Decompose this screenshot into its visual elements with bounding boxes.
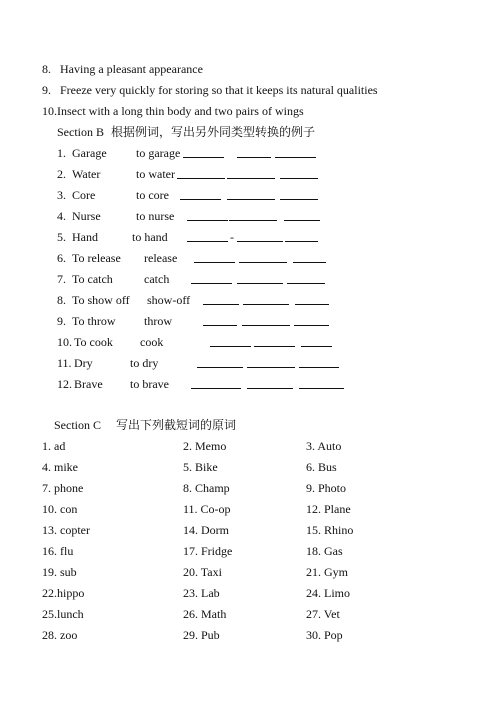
exercise-number: 3. xyxy=(57,188,66,202)
exercise-row xyxy=(57,189,357,203)
exercise-number: 2. xyxy=(57,167,66,181)
clipped-word-item: 4. mike xyxy=(42,460,78,474)
answer-blank[interactable] xyxy=(194,252,235,263)
definition-10 xyxy=(42,105,304,117)
answer-blank[interactable] xyxy=(295,294,329,305)
answer-blank[interactable] xyxy=(191,273,232,284)
answer-blank[interactable] xyxy=(293,252,326,263)
example-word: Garage xyxy=(72,146,107,160)
example-word: Water xyxy=(72,167,101,181)
answer-blank[interactable] xyxy=(247,357,295,368)
clipped-word-item: 9. Photo xyxy=(306,481,347,495)
clipped-word-item: 20. Taxi xyxy=(183,565,222,579)
answer-blank[interactable] xyxy=(180,189,221,200)
separator-dash: - xyxy=(230,230,234,244)
exercise-row xyxy=(57,168,357,182)
exercise-number: 11. xyxy=(57,356,72,370)
clipped-word-item: 29. Pub xyxy=(183,628,220,642)
exercise-number: 5. xyxy=(57,230,66,244)
exercise-number: 12. xyxy=(57,377,72,391)
clipped-word-item: 1. ad xyxy=(42,439,66,453)
exercise-row xyxy=(57,273,357,287)
example-word: To throw xyxy=(72,314,116,328)
answer-blank[interactable] xyxy=(203,315,237,326)
example-word: Hand xyxy=(72,230,98,244)
clipped-word-item: 26. Math xyxy=(183,607,227,621)
clipped-word-item: 23. Lab xyxy=(183,586,220,600)
exercise-number: 7. xyxy=(57,272,66,286)
answer-blank[interactable] xyxy=(187,231,228,242)
answer-blank[interactable] xyxy=(280,168,318,179)
exercise-row xyxy=(57,210,357,224)
exercise-row xyxy=(57,336,357,350)
exercise-number: 8. xyxy=(57,293,66,307)
answer-blank[interactable] xyxy=(254,336,295,347)
answer-blank[interactable] xyxy=(227,189,275,200)
definition-number: 9. xyxy=(42,83,51,97)
converted-word: show-off xyxy=(147,293,191,307)
answer-blank[interactable] xyxy=(285,231,318,242)
answer-blank[interactable] xyxy=(280,189,318,200)
answer-blank[interactable] xyxy=(294,315,329,326)
clipped-word-item: 8. Champ xyxy=(183,481,230,495)
definition-text: Freeze very quickly for storing so that it keeps its natural qualities xyxy=(60,83,378,97)
answer-blank[interactable] xyxy=(229,210,277,221)
converted-word: cook xyxy=(140,335,164,349)
exercise-row xyxy=(57,378,357,392)
clipped-word-item: 17. Fridge xyxy=(183,544,233,558)
converted-word: to nurse xyxy=(136,209,175,223)
answer-blank[interactable] xyxy=(227,168,275,179)
clipped-word-item: 24. Limo xyxy=(306,586,350,600)
answer-blank[interactable] xyxy=(284,210,320,221)
answer-blank[interactable] xyxy=(299,378,344,389)
exercise-row xyxy=(57,315,357,329)
definition-number: 10. xyxy=(42,104,57,118)
clipped-word-item: 19. sub xyxy=(42,565,77,579)
clipped-word-item: 30. Pop xyxy=(306,628,343,642)
answer-blank[interactable] xyxy=(177,168,225,179)
exercise-number: 4. xyxy=(57,209,66,223)
section-b-title: Section B xyxy=(57,125,104,139)
example-word: Dry xyxy=(74,356,93,370)
converted-word: to brave xyxy=(130,377,169,391)
example-word: To release xyxy=(72,251,121,265)
clipped-word-item: 5. Bike xyxy=(183,460,218,474)
answer-blank[interactable] xyxy=(239,252,287,263)
exercise-row xyxy=(57,252,357,266)
answer-blank[interactable] xyxy=(197,357,243,368)
converted-word: throw xyxy=(144,314,172,328)
definition-8 xyxy=(42,63,203,75)
answer-blank[interactable] xyxy=(301,336,332,347)
clipped-word-item: 3. Auto xyxy=(306,439,342,453)
clipped-word-item: 6. Bus xyxy=(306,460,337,474)
converted-word: to dry xyxy=(130,356,159,370)
clipped-word-item: 28. zoo xyxy=(42,628,78,642)
clipped-word-item: 15. Rhino xyxy=(306,523,354,537)
answer-blank[interactable] xyxy=(183,147,224,158)
exercise-row xyxy=(57,294,357,308)
converted-word: to water xyxy=(136,167,175,181)
exercise-number: 10. xyxy=(57,335,72,349)
clipped-word-item: 16. flu xyxy=(42,544,74,558)
answer-blank[interactable] xyxy=(187,210,228,221)
section-b-heading xyxy=(57,126,315,138)
example-word: To catch xyxy=(72,272,113,286)
clipped-word-item: 12. Plane xyxy=(306,502,351,516)
example-word: Brave xyxy=(74,377,103,391)
converted-word: catch xyxy=(144,272,170,286)
clipped-word-item: 13. copter xyxy=(42,523,90,537)
clipped-word-item: 10. con xyxy=(42,502,78,516)
clipped-word-item: 25.lunch xyxy=(42,607,84,621)
exercise-row xyxy=(57,147,357,161)
clipped-word-item: 7. phone xyxy=(42,481,84,495)
clipped-word-item: 18. Gas xyxy=(306,544,343,558)
answer-blank[interactable] xyxy=(247,378,293,389)
answer-blank[interactable] xyxy=(237,273,283,284)
answer-blank[interactable] xyxy=(203,294,239,305)
answer-blank[interactable] xyxy=(191,378,241,389)
section-b-instruction: 根据例词，写出另外同类型转换的例子 xyxy=(111,125,316,139)
converted-word: to hand xyxy=(132,230,168,244)
answer-blank[interactable] xyxy=(242,315,290,326)
exercise-row xyxy=(57,231,357,245)
section-c-instruction: 写出下列截短词的原词 xyxy=(116,418,237,432)
answer-blank[interactable] xyxy=(210,336,251,347)
definition-number: 8. xyxy=(42,62,51,76)
section-c-title: Section C xyxy=(54,418,101,432)
exercise-number: 6. xyxy=(57,251,66,265)
answer-blank[interactable] xyxy=(237,147,271,158)
clipped-word-item: 22.hippo xyxy=(42,586,85,600)
exercise-number: 1. xyxy=(57,146,66,160)
definition-text: Insect with a long thin body and two pairs of wings xyxy=(57,104,304,118)
clipped-word-item: 14. Dorm xyxy=(183,523,229,537)
answer-blank[interactable] xyxy=(287,273,325,284)
example-word: To show off xyxy=(72,293,130,307)
definition-9 xyxy=(42,84,378,96)
example-word: To cook xyxy=(74,335,113,349)
exercise-row xyxy=(57,357,357,371)
exercise-number: 9. xyxy=(57,314,66,328)
clipped-word-item: 27. Vet xyxy=(306,607,340,621)
converted-word: to garage xyxy=(136,146,181,160)
clipped-word-item: 2. Memo xyxy=(183,439,227,453)
answer-blank[interactable] xyxy=(275,147,316,158)
converted-word: release xyxy=(144,251,178,265)
example-word: Core xyxy=(72,188,96,202)
clipped-word-item: 11. Co-op xyxy=(183,502,231,516)
example-word: Nurse xyxy=(72,209,101,223)
section-c-heading xyxy=(54,419,236,431)
clipped-word-item: 21. Gym xyxy=(306,565,348,579)
definition-text: Having a pleasant appearance xyxy=(60,62,203,76)
answer-blank[interactable] xyxy=(237,231,283,242)
converted-word: to core xyxy=(136,188,169,202)
answer-blank[interactable] xyxy=(243,294,289,305)
answer-blank[interactable] xyxy=(299,357,339,368)
